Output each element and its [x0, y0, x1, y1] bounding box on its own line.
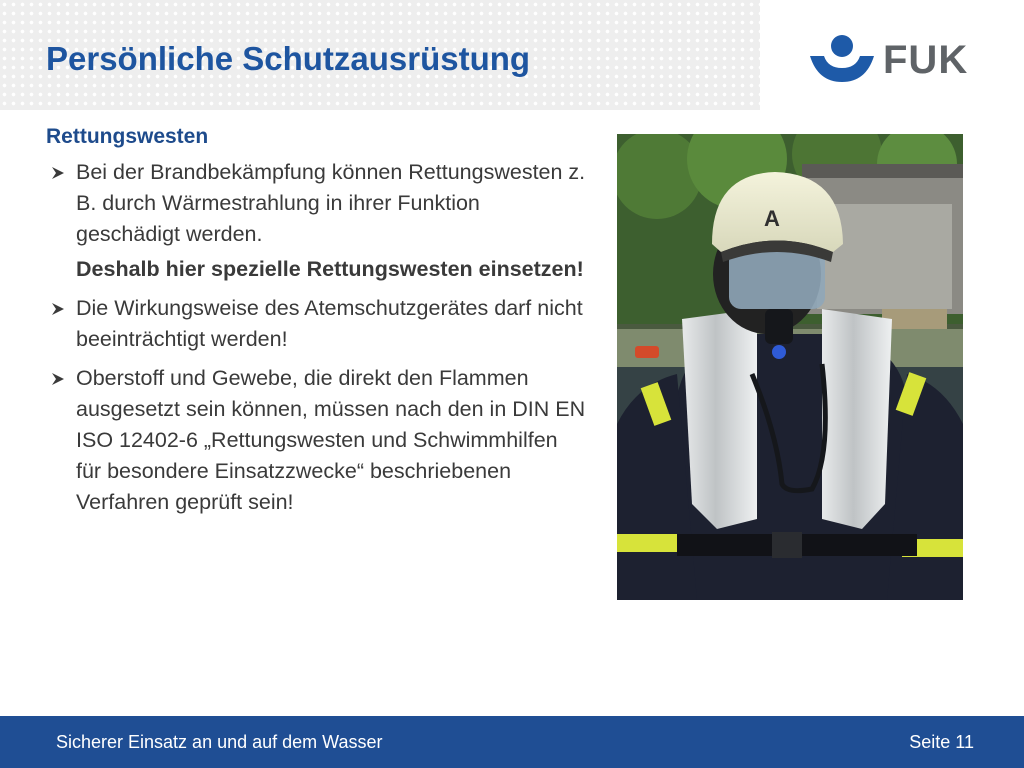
fuk-logo-icon [808, 34, 876, 84]
slide-title: Persönliche Schutzausrüstung [46, 40, 531, 77]
footer-text: Sicherer Einsatz an und auf dem Wasser [56, 732, 383, 752]
subheading: Rettungswesten [46, 125, 209, 148]
bullet-item [46, 157, 586, 285]
bullet-text: Oberstoff und Gewebe, die direkt den Flammen ausgesetzt sein können, müssen nach den in DIN EN ISO 12402-6 „Rettungswesten und Schwimmhilfen für besondere Einsatzzwecke“ beschriebenen Verfahren geprüft sein! [76, 366, 586, 514]
bullet-list [46, 157, 586, 518]
firefighter-illustration [617, 134, 963, 600]
page-number: Seite 11 [909, 732, 974, 752]
bullet-item [46, 293, 586, 355]
bullet-text: Die Wirkungsweise des Atemschutzgerätes darf nicht beeinträchtigt werden! [76, 296, 583, 351]
slide-content [46, 125, 586, 526]
arrow-bullet-icon [51, 302, 65, 316]
bullet-text: Bei der Brandbekämpfung können Rettungswesten z. B. durch Wärmestrahlung in ihrer Funktion geschädigt werden. [76, 160, 586, 246]
arrow-bullet-icon [51, 166, 65, 180]
logo-text: FUK [883, 38, 969, 82]
bullet-item [46, 363, 586, 518]
arrow-bullet-icon [51, 372, 65, 386]
bullet-emphasis: Deshalb hier spezielle Rettungswesten einsetzen! [76, 257, 584, 281]
firefighter-photo [617, 134, 963, 600]
footer-bar [0, 716, 1024, 768]
helmet-letter: A [764, 206, 780, 231]
fuk-logo [808, 34, 968, 86]
